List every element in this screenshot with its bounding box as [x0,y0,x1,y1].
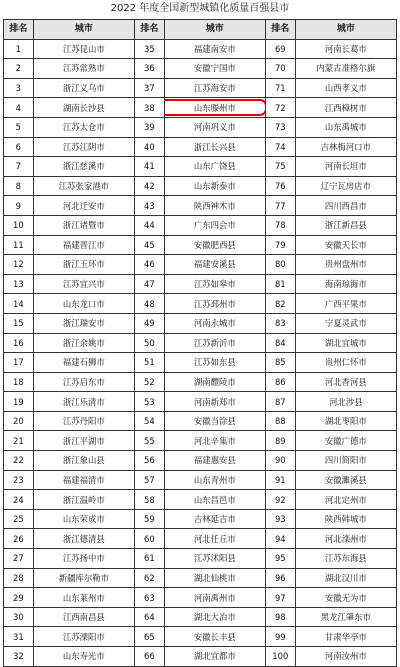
rank-cell: 29 [4,588,34,608]
rank-cell: 9 [4,196,34,216]
city-cell: 江苏宜兴市 [33,274,134,294]
city-cell: 江苏张家港市 [33,176,134,196]
city-cell: 黑龙江肇东市 [295,607,396,627]
rank-cell: 63 [134,588,164,608]
rank-cell: 36 [134,59,164,79]
city-cell: 江苏江阴市 [33,137,134,157]
header-rank: 排名 [4,20,34,40]
city-cell: 湖南醴陵市 [164,372,265,392]
city-cell: 甘肃华亭市 [295,627,396,647]
city-cell: 湖北枣阳市 [295,411,396,431]
rank-cell: 39 [134,117,164,137]
table-row [4,78,397,98]
city-cell: 陕西韩城市 [295,509,396,529]
city-cell: 福建福清市 [33,470,134,490]
rank-cell: 62 [134,568,164,588]
table-row [4,98,397,118]
city-cell: 浙江平湖市 [33,431,134,451]
rank-cell: 40 [134,137,164,157]
table-row [4,176,397,196]
city-cell: 河南永城市 [164,313,265,333]
city-cell: 河南长垣市 [295,157,396,177]
rank-cell: 75 [265,157,295,177]
rank-cell: 48 [134,294,164,314]
table-row [4,372,397,392]
city-cell: 湖南长沙县 [33,98,134,118]
city-cell: 江苏常熟市 [33,59,134,79]
table-row [4,59,397,79]
city-cell: 山东青州市 [164,470,265,490]
city-cell: 浙江余姚市 [33,333,134,353]
rank-cell: 55 [134,431,164,451]
rank-cell: 77 [265,196,295,216]
city-cell: 江苏海安市 [164,78,265,98]
table-row [4,470,397,490]
rank-cell: 56 [134,451,164,471]
city-cell: 江苏如皋市 [164,274,265,294]
rank-cell: 94 [265,529,295,549]
rank-cell: 11 [4,235,34,255]
city-cell: 河北定州市 [295,490,396,510]
rank-cell: 93 [265,509,295,529]
table-row [4,529,397,549]
city-cell: 浙江象山县 [33,451,134,471]
city-cell: 安徽无为市 [295,588,396,608]
rank-cell: 65 [134,627,164,647]
city-cell: 安徽当涂县 [164,411,265,431]
rank-cell: 95 [265,549,295,569]
city-cell: 浙江诸暨市 [33,215,134,235]
rank-cell: 72 [265,98,295,118]
city-cell: 山东荣成市 [33,509,134,529]
city-cell: 山东莱州市 [33,588,134,608]
rank-cell: 57 [134,470,164,490]
city-cell: 河北滦州市 [295,529,396,549]
city-cell: 河南汝州市 [295,647,396,667]
city-cell: 湖北仙桃市 [164,568,265,588]
city-cell: 浙江新昌县 [295,215,396,235]
rank-cell: 59 [134,509,164,529]
rank-cell: 46 [134,255,164,275]
city-cell: 福建安溪县 [164,255,265,275]
rank-cell: 6 [4,137,34,157]
table-row [4,313,397,333]
rank-cell: 15 [4,313,34,333]
city-cell: 安徽广德市 [295,431,396,451]
city-cell: 吉林延吉市 [164,509,265,529]
city-cell: 江苏如东县 [164,353,265,373]
city-cell: 江苏东海县 [295,549,396,569]
rank-cell: 42 [134,176,164,196]
table-row [4,451,397,471]
city-cell: 贵州盘州市 [295,255,396,275]
rank-cell: 98 [265,607,295,627]
city-cell: 河南禹州市 [164,588,265,608]
city-cell: 内蒙古准格尔旗 [295,59,396,79]
rank-cell: 61 [134,549,164,569]
city-cell: 四川西昌市 [295,196,396,216]
rank-cell: 5 [4,117,34,137]
city-cell: 江苏太仓市 [33,117,134,137]
city-cell: 浙江乐清市 [33,392,134,412]
city-cell: 山东昌邑市 [164,490,265,510]
rank-cell: 41 [134,157,164,177]
city-cell: 江苏邳州市 [164,294,265,314]
rank-cell: 100 [265,647,295,667]
rank-cell: 25 [4,509,34,529]
rank-cell: 30 [4,607,34,627]
rank-cell: 83 [265,313,295,333]
city-cell: 江苏沭阳县 [164,549,265,569]
rank-cell: 20 [4,411,34,431]
header-city: 城市 [33,20,134,40]
rank-cell: 47 [134,274,164,294]
city-cell: 湖北汉川市 [295,568,396,588]
ranking-table [3,19,397,667]
rank-cell: 84 [265,333,295,353]
table-row [4,137,397,157]
rank-cell: 74 [265,137,295,157]
rank-cell: 27 [4,549,34,569]
city-cell: 江苏扬中市 [33,549,134,569]
table-row [4,568,397,588]
rank-cell: 69 [265,39,295,59]
rank-cell: 91 [265,470,295,490]
rank-cell: 12 [4,255,34,275]
rank-cell: 3 [4,78,34,98]
rank-cell: 53 [134,392,164,412]
rank-cell: 45 [134,235,164,255]
rank-cell: 66 [134,647,164,667]
table-row [4,627,397,647]
rank-cell: 38 [134,98,164,118]
table-row [4,294,397,314]
city-cell: 陕西神木市 [164,196,265,216]
table-row [4,647,397,667]
header-rank: 排名 [265,20,295,40]
rank-cell: 89 [265,431,295,451]
rank-cell: 92 [265,490,295,510]
city-cell: 江苏丹阳市 [33,411,134,431]
rank-cell: 28 [4,568,34,588]
city-cell: 江苏启东市 [33,372,134,392]
rank-cell: 50 [134,333,164,353]
city-cell: 海南琼海市 [295,274,396,294]
rank-cell: 8 [4,176,34,196]
rank-cell: 35 [134,39,164,59]
city-cell: 江苏昆山市 [33,39,134,59]
city-cell: 新疆库尔勒市 [33,568,134,588]
city-cell: 浙江玉环市 [33,255,134,275]
rank-cell: 52 [134,372,164,392]
page-title: 2022 年度全国新型城镇化质量百强县市 [110,3,290,14]
rank-cell: 96 [265,568,295,588]
rank-cell: 54 [134,411,164,431]
table-row [4,333,397,353]
city-cell: 湖北宜城市 [295,333,396,353]
rank-cell: 19 [4,392,34,412]
city-cell: 山西孝义市 [295,78,396,98]
city-cell: 浙江德清县 [33,529,134,549]
city-cell: 浙江义乌市 [33,78,134,98]
city-cell: 江西南昌县 [33,607,134,627]
rank-cell: 97 [265,588,295,608]
table-row [4,157,397,177]
rank-cell: 82 [265,294,295,314]
table-row [4,588,397,608]
table-row [4,39,397,59]
rank-cell: 16 [4,333,34,353]
city-cell: 江苏新沂市 [164,333,265,353]
city-cell: 福建晋江市 [33,235,134,255]
rank-cell: 76 [265,176,295,196]
table-row [4,235,397,255]
rank-cell: 88 [265,411,295,431]
city-cell: 安徽濉溪县 [295,470,396,490]
table-row [4,215,397,235]
city-cell: 浙江慈溪市 [33,157,134,177]
rank-cell: 49 [134,313,164,333]
city-cell: 四川简阳市 [295,451,396,471]
table-row [4,392,397,412]
rank-cell: 86 [265,372,295,392]
rank-cell: 2 [4,59,34,79]
city-cell: 江苏溧阳市 [33,627,134,647]
rank-cell: 7 [4,157,34,177]
rank-cell: 71 [265,78,295,98]
city-cell: 吉林梅河口市 [295,137,396,157]
rank-cell: 21 [4,431,34,451]
city-cell: 河北迁安市 [33,196,134,216]
rank-cell: 87 [265,392,295,412]
rank-cell: 22 [4,451,34,471]
city-cell: 湖北宜都市 [164,647,265,667]
rank-cell: 81 [265,274,295,294]
city-cell: 河南新郑市 [164,392,265,412]
city-cell: 山东新泰市 [164,176,265,196]
rank-cell: 13 [4,274,34,294]
city-cell: 浙江瑞安市 [33,313,134,333]
highlighted-city-cell: 山东滕州市 [164,98,265,118]
header-city: 城市 [295,20,396,40]
rank-cell: 73 [265,117,295,137]
rank-cell: 80 [265,255,295,275]
rank-cell: 10 [4,215,34,235]
city-cell: 河南巩义市 [164,117,265,137]
city-cell: 广东四会市 [164,215,265,235]
city-cell: 福建惠安县 [164,451,265,471]
table-row [4,196,397,216]
city-cell: 安徽肥西县 [164,235,265,255]
table-row [4,607,397,627]
city-cell: 山东寿光市 [33,647,134,667]
header-city: 城市 [164,20,265,40]
rank-cell: 31 [4,627,34,647]
city-cell: 广西平果市 [295,294,396,314]
table-row [4,411,397,431]
city-cell: 福建石狮市 [33,353,134,373]
table-row [4,549,397,569]
city-cell: 湖北大冶市 [164,607,265,627]
city-cell: 山东龙口市 [33,294,134,314]
rank-cell: 1 [4,39,34,59]
city-cell: 辽宁瓦房店市 [295,176,396,196]
rank-cell: 60 [134,529,164,549]
city-cell: 山东禹城市 [295,117,396,137]
rank-cell: 23 [4,470,34,490]
city-cell: 河北香河县 [295,372,396,392]
rank-cell: 43 [134,196,164,216]
table-row [4,117,397,137]
city-cell: 安徽长丰县 [164,627,265,647]
table-row [4,431,397,451]
table-row [4,509,397,529]
rank-cell: 14 [4,294,34,314]
city-cell: 贵州仁怀市 [295,353,396,373]
city-cell: 河南长葛市 [295,39,396,59]
city-cell: 河北任丘市 [164,529,265,549]
city-cell: 浙江长兴县 [164,137,265,157]
rank-cell: 79 [265,235,295,255]
city-cell: 江西樟树市 [295,98,396,118]
rank-cell: 64 [134,607,164,627]
rank-cell: 78 [265,215,295,235]
table-row [4,255,397,275]
rank-cell: 70 [265,59,295,79]
city-cell: 河北涉县 [295,392,396,412]
header-rank: 排名 [134,20,164,40]
city-cell: 宁夏灵武市 [295,313,396,333]
rank-cell: 18 [4,372,34,392]
table-header-row [4,20,397,40]
rank-cell: 26 [4,529,34,549]
city-cell: 浙江温岭市 [33,490,134,510]
rank-cell: 24 [4,490,34,510]
table-row [4,353,397,373]
city-cell: 安徽天长市 [295,235,396,255]
rank-cell: 51 [134,353,164,373]
city-cell: 福建南安市 [164,39,265,59]
city-cell: 山东广饶县 [164,157,265,177]
rank-cell: 85 [265,353,295,373]
rank-cell: 90 [265,451,295,471]
rank-cell: 58 [134,490,164,510]
rank-cell: 32 [4,647,34,667]
rank-cell: 37 [134,78,164,98]
city-cell: 安徽宁国市 [164,59,265,79]
rank-cell: 44 [134,215,164,235]
table-row [4,274,397,294]
city-cell: 河北辛集市 [164,431,265,451]
rank-cell: 17 [4,353,34,373]
rank-cell: 99 [265,627,295,647]
table-row [4,490,397,510]
rank-cell: 4 [4,98,34,118]
